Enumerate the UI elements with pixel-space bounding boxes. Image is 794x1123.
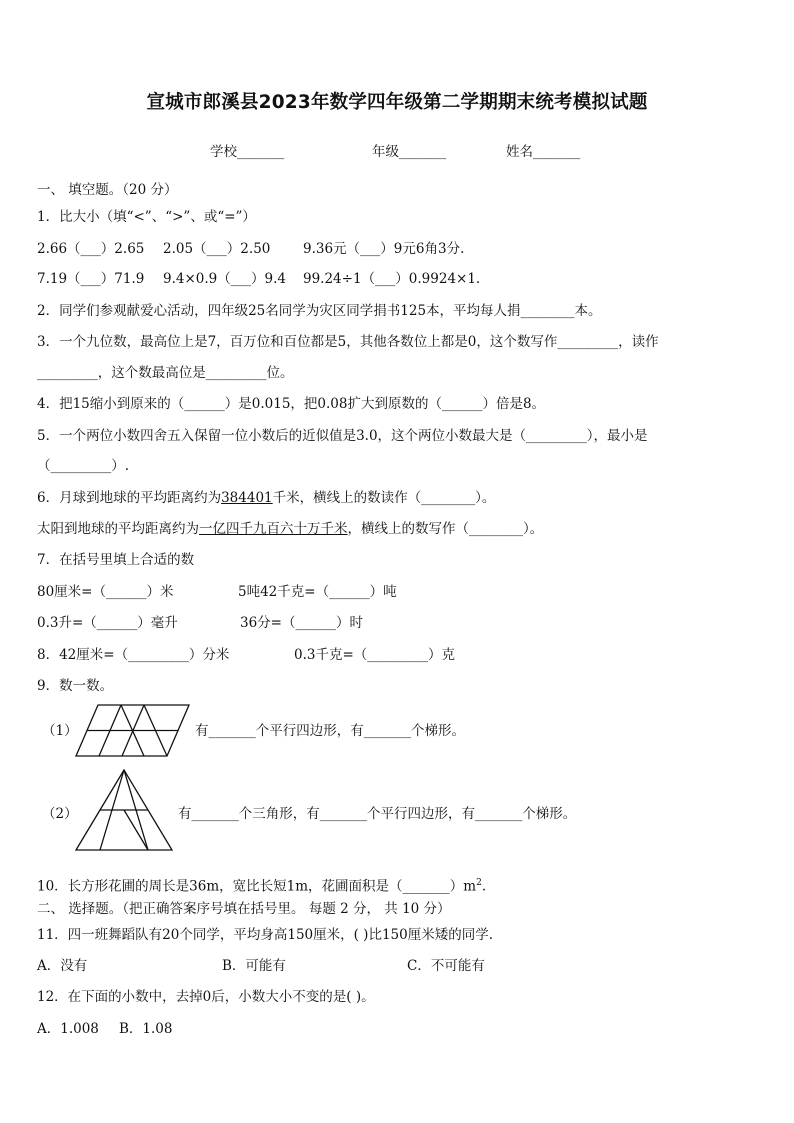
- q1-item: 99.24÷1（___）0.9924×1.: [303, 271, 481, 287]
- q1-item: 9.4×0.9（___）9.4: [163, 271, 286, 287]
- q7-item-a: 80厘米=（______）米: [37, 584, 174, 600]
- q6-line2-post: ，横线上的数写作（________）。: [347, 521, 544, 537]
- q10-text: [37, 874, 486, 896]
- q8-item-a: 8．42厘米=（_________）分米: [37, 647, 230, 663]
- q10-superscript: 2: [476, 878, 482, 888]
- q3-line2: _________，这个数最高位是_________位。: [37, 365, 294, 381]
- q6-line1-post: 千米，横线上的数读作（________）。: [272, 490, 496, 506]
- q11-option-a: A．没有: [37, 958, 88, 974]
- q1-item: 9.36元（___）9元6角3分.: [303, 241, 465, 257]
- q1-item: 7.19（___）71.9: [37, 271, 145, 287]
- q12-option-b: B．1.08: [119, 1021, 173, 1037]
- school-field[interactable]: 学校_______: [210, 144, 285, 160]
- q7-item-b: 5吨42千克=（______）吨: [238, 584, 397, 600]
- q6-line2-pre: 太阳到地球的平均距离约为: [37, 521, 199, 537]
- q7-item-c: 0.3升=（______）毫升: [37, 615, 178, 631]
- section2-heading: 二、 选择题。（把正确答案序号填在括号里。 每题 2 分， 共 10 分）: [37, 901, 451, 917]
- q9-stem: 9．数一数。: [37, 678, 114, 694]
- q1-item: 2.05（___）2.50: [163, 241, 271, 257]
- q4-text: 4．把15缩小到原来的（______）是0.015，把0.08扩大到原数的（______）倍是8。: [37, 396, 546, 412]
- q7-item-d: 36分=（______）时: [240, 615, 363, 631]
- q12-option-a: A．1.008: [37, 1021, 99, 1037]
- q11-option-b: B．可能有: [222, 958, 286, 974]
- q11-option-c: C．不可能有: [407, 958, 485, 974]
- q6-underlined-number: 384401: [221, 490, 273, 506]
- q9-part1-label: （1）: [42, 723, 78, 739]
- grade-field[interactable]: 年级_______: [372, 144, 447, 160]
- page-title: 宣城市郎溪县2023年数学四年级第二学期期末统考模拟试题: [146, 92, 648, 113]
- q6-line1-pre: 6．月球到地球的平均距离约为: [37, 490, 222, 506]
- q5-line2: （_________）.: [37, 458, 130, 474]
- q3-line1: 3．一个九位数，最高位上是7，百万位和百位都是5，其他各数位上都是0，这个数写作_________，读作: [37, 334, 659, 350]
- q6-underlined-words: 一亿四千九百六十万千米: [199, 521, 348, 537]
- q9-part2-label: （2）: [42, 806, 78, 822]
- q10-end: .: [481, 878, 487, 895]
- q2-text: 2．同学们参观献爱心活动，四年级25名同学为灾区同学捐书125本，平均每人捐________本。: [37, 303, 602, 319]
- q1-stem: 1．比大小（填“<”、“>”、或“=”）: [37, 209, 256, 225]
- q11-stem: 11．四一班舞蹈队有20个同学，平均身高150厘米，( )比150厘米矮的同学.: [37, 927, 494, 943]
- q7-stem: 7．在括号里填上合适的数: [37, 552, 195, 568]
- q12-stem: 12．在下面的小数中，去掉0后，小数大小不变的是( )。: [37, 989, 375, 1005]
- q1-item: 2.66（___）2.65: [37, 241, 145, 257]
- q5-line1: 5．一个两位小数四舍五入保留一位小数后的近似值是3.0，这个两位小数最大是（_________），最小是: [37, 428, 648, 444]
- section1-heading: 一、 填空题。（20 分）: [37, 182, 178, 198]
- q8-item-b: 0.3千克=（_________）克: [294, 647, 456, 663]
- name-field[interactable]: 姓名_______: [506, 144, 581, 160]
- q10-stem: 10．长方形花圃的周长是36m，宽比长短1m，花圃面积是（_______）m: [37, 878, 477, 895]
- q9-part1-text: 有_______个平行四边形，有_______个梯形。: [195, 723, 465, 739]
- q9-part2-text: 有_______个三角形，有_______个平行四边形，有_______个梯形。: [178, 806, 577, 822]
- triangle-segment: [124, 810, 148, 850]
